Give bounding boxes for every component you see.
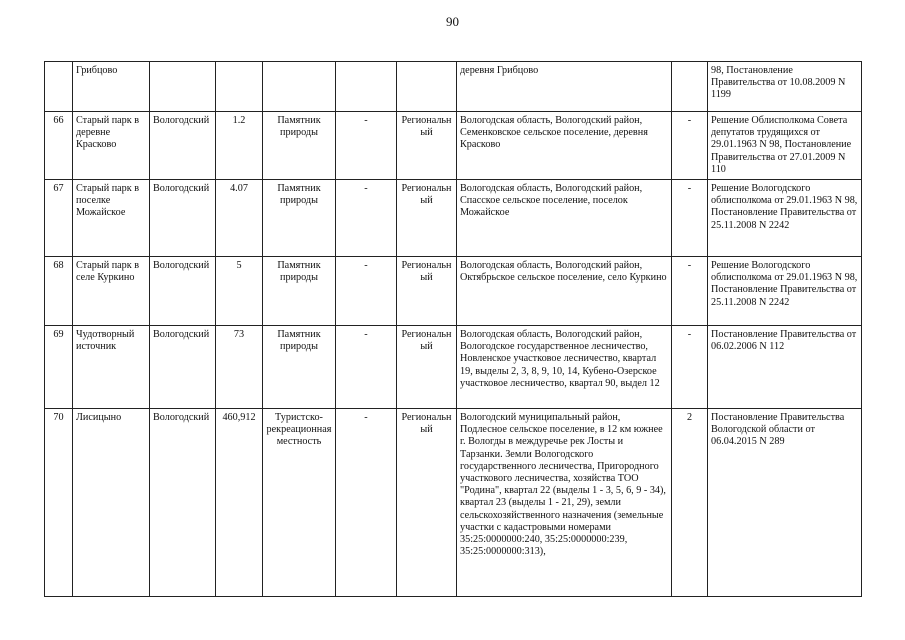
table-row xyxy=(45,326,862,409)
table-row xyxy=(45,257,862,326)
table-row xyxy=(45,409,862,597)
location-cell: деревня Грибцово xyxy=(457,62,672,112)
document-cell: Постановление Правительства от 06.02.2006 N 112 xyxy=(708,326,862,409)
table-row xyxy=(45,180,862,257)
row-number-cell: 67 xyxy=(45,180,73,257)
profile-cell xyxy=(336,62,397,112)
area-cell: 1.2 xyxy=(216,112,263,180)
significance-cell: Региональный xyxy=(397,326,457,409)
district-cell: Вологодский xyxy=(150,326,216,409)
table-row xyxy=(45,62,862,112)
count-cell xyxy=(672,62,708,112)
row-number-cell: 66 xyxy=(45,112,73,180)
count-cell: - xyxy=(672,326,708,409)
profile-cell: - xyxy=(336,409,397,597)
district-cell xyxy=(150,62,216,112)
location-cell: Вологодская область, Вологодский район, Вологодское государственное лесничество, Новленское участковое лесничество, квартал 19, выделы 2, 3, 8, 9, 10, 14, Кубено-Озерское участковое лесничество, квартал 90, выдел 12 xyxy=(457,326,672,409)
area-cell: 460,912 xyxy=(216,409,263,597)
location-cell: Вологодская область, Вологодский район, Октябрьское сельское поселение, село Куркино xyxy=(457,257,672,326)
page-number: 90 xyxy=(446,14,459,29)
location-cell: Вологодский муниципальный район, Подлесное сельское поселение, в 12 км южнее г. Вологды в междуречье рек Лосты и Тарзанки. Земли Вологодского государственного лесничества, Пригородного участкового лесничества, хозяйства ТОО "Родина", квартал 22 (выделы 1 - 3, 5, 6, 9 - 34), квартал 23 (выделы 1 - 21, 29), земли сельскохозяйственного назначения (земельные участки с кадастровыми номерами 35:25:0000000:240, 35:25:0000000:239, 35:25:0000000:313), xyxy=(457,409,672,597)
profile-cell: - xyxy=(336,257,397,326)
significance-cell: Региональный xyxy=(397,257,457,326)
document-cell: Постановление Правительства Вологодской области от 06.04.2015 N 289 xyxy=(708,409,862,597)
profile-cell: - xyxy=(336,180,397,257)
location-cell: Вологодская область, Вологодский район, Спасское сельское поселение, поселок Можайское xyxy=(457,180,672,257)
count-cell: - xyxy=(672,257,708,326)
significance-cell xyxy=(397,62,457,112)
name-cell: Грибцово xyxy=(73,62,150,112)
category-cell: Памятник природы xyxy=(263,180,336,257)
area-cell: 73 xyxy=(216,326,263,409)
name-cell: Старый парк в деревне Красково xyxy=(73,112,150,180)
category-cell: Памятник природы xyxy=(263,112,336,180)
profile-cell: - xyxy=(336,112,397,180)
significance-cell: Региональный xyxy=(397,180,457,257)
row-number-cell: 68 xyxy=(45,257,73,326)
district-cell: Вологодский xyxy=(150,409,216,597)
name-cell: Старый парк в поселке Можайское xyxy=(73,180,150,257)
count-cell: 2 xyxy=(672,409,708,597)
area-cell: 4.07 xyxy=(216,180,263,257)
document-cell: Решение Вологодского облисполкома от 29.01.1963 N 98, Постановление Правительства от 25.11.2008 N 2242 xyxy=(708,257,862,326)
document-cell: Решение Облисполкома Совета депутатов трудящихся от 29.01.1963 N 98, Постановление Правительства от 27.01.2009 N 110 xyxy=(708,112,862,180)
category-cell: Памятник природы xyxy=(263,257,336,326)
category-cell: Туристско-рекреационная местность xyxy=(263,409,336,597)
name-cell: Лисицыно xyxy=(73,409,150,597)
name-cell: Чудотворный источник xyxy=(73,326,150,409)
area-cell xyxy=(216,62,263,112)
row-number-cell: 69 xyxy=(45,326,73,409)
category-cell: Памятник природы xyxy=(263,326,336,409)
district-cell: Вологодский xyxy=(150,180,216,257)
district-cell: Вологодский xyxy=(150,257,216,326)
location-cell: Вологодская область, Вологодский район, Семенковское сельское поселение, деревня Красково xyxy=(457,112,672,180)
significance-cell: Региональный xyxy=(397,112,457,180)
count-cell: - xyxy=(672,180,708,257)
document-cell: 98, Постановление Правительства от 10.08.2009 N 1199 xyxy=(708,62,862,112)
row-number-cell xyxy=(45,62,73,112)
significance-cell: Региональный xyxy=(397,409,457,597)
count-cell: - xyxy=(672,112,708,180)
area-cell: 5 xyxy=(216,257,263,326)
profile-cell: - xyxy=(336,326,397,409)
document-cell: Решение Вологодского облисполкома от 29.01.1963 N 98, Постановление Правительства от 25.11.2008 N 2242 xyxy=(708,180,862,257)
protected-areas-table xyxy=(44,61,862,597)
name-cell: Старый парк в селе Куркино xyxy=(73,257,150,326)
row-number-cell: 70 xyxy=(45,409,73,597)
category-cell xyxy=(263,62,336,112)
table-row xyxy=(45,112,862,180)
district-cell: Вологодский xyxy=(150,112,216,180)
